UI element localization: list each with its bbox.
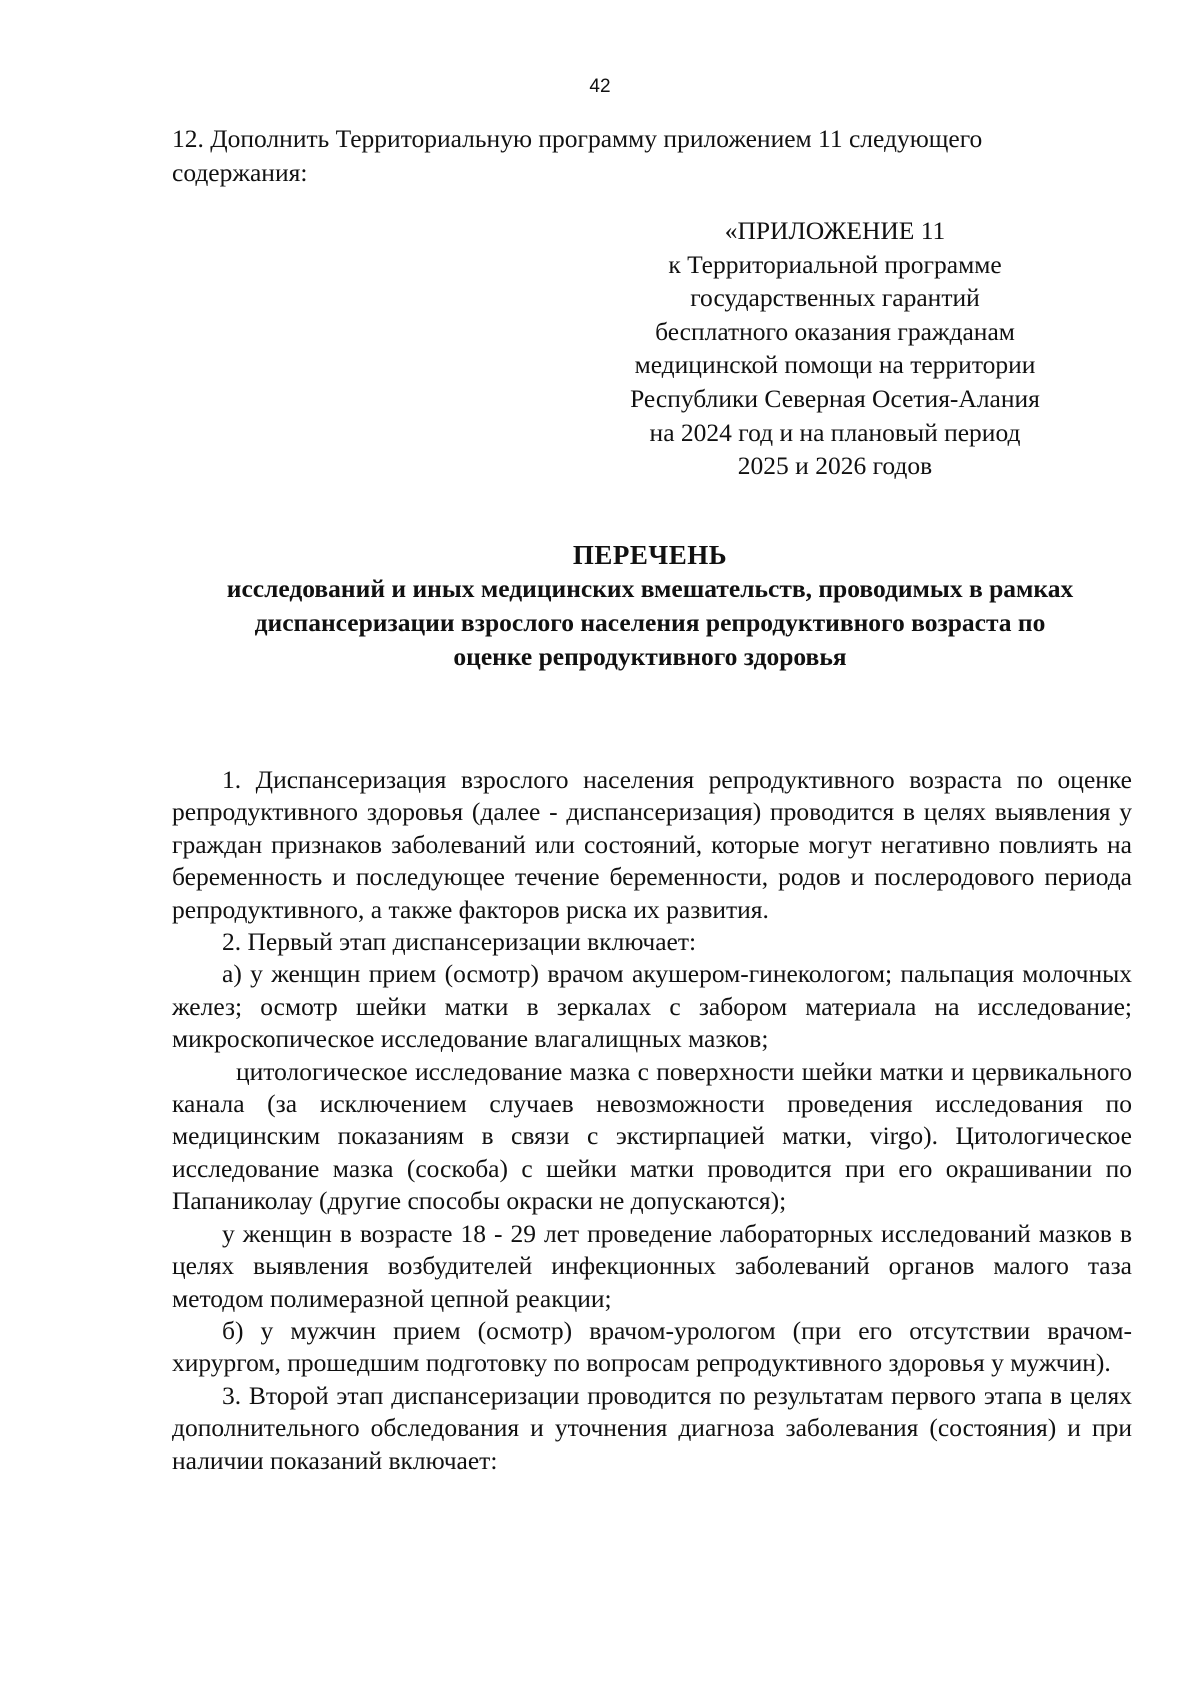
heading-title: ПЕРЕЧЕНЬ bbox=[572, 540, 728, 570]
heading-subtitle-line: исследований и иных медицинских вмешательств, проводимых в рамках bbox=[226, 574, 1074, 603]
appendix-header bbox=[555, 214, 1115, 483]
document-heading bbox=[150, 538, 1150, 674]
heading-subtitle bbox=[150, 572, 1150, 674]
intro-paragraph: 12. Дополнить Территориальную программу приложением 11 следующего содержания: bbox=[172, 124, 983, 187]
appendix-line: «ПРИЛОЖЕНИЕ 11 bbox=[724, 216, 946, 245]
paragraph-1: 1. Диспансеризация взрослого населения репродуктивного возраста по оценке репродуктивного здоровья (далее - диспансеризация) проводится в целях выявления у граждан признаков заболеваний или состояний, которые могут негативно повлиять на беременность и последующее течение беременности, родов и послеродового периода репродуктивного, а также факторов риска их развития. bbox=[172, 765, 1132, 924]
paragraph-cytology: цитологическое исследование мазка с поверхности шейки матки и цервикального канала (за исключением случаев невозможности проведения исследования по медицинским показаниям в связи с экстирпацией матки, virgo). Цитологическое исследование мазка (соскоба) с шейки матки проводится при его окрашивании по Папаниколау (другие способы окраски не допускаются); bbox=[172, 1056, 1132, 1216]
paragraph-2a: а) у женщин прием (осмотр) врачом акушером-гинекологом; пальпация молочных желез; осмотр шейки матки в зеркалах с забором материала на исследование; микроскопическое исследование влагалищных мазков; bbox=[172, 959, 1132, 1054]
appendix-line: медицинской помощи на территории bbox=[634, 350, 1036, 380]
body-text bbox=[172, 764, 1132, 1477]
heading-subtitle-line: оценке репродуктивного здоровья bbox=[453, 642, 847, 671]
appendix-line: 2025 и 2026 годов bbox=[737, 451, 933, 481]
appendix-line: государственных гарантий bbox=[690, 283, 980, 313]
paragraph-2: 2. Первый этап диспансеризации включает: bbox=[222, 927, 697, 957]
appendix-line: Республики Северная Осетия-Алания bbox=[630, 383, 1040, 413]
paragraph-women-18-29: у женщин в возрасте 18 - 29 лет проведение лабораторных исследований мазков в целях выявления возбудителей инфекционных заболеваний органов малого таза методом полимеразной цепной реакции; bbox=[172, 1218, 1132, 1313]
page-number: 42 bbox=[589, 76, 611, 97]
heading-subtitle-line: диспансеризации взрослого населения репродуктивного возраста по bbox=[254, 608, 1046, 637]
appendix-line: к Территориальной программе bbox=[668, 249, 1002, 279]
appendix-line: бесплатного оказания гражданам bbox=[655, 316, 1015, 346]
paragraph-2b: б) у мужчин прием (осмотр) врачом-урологом (при его отсутствии врачом-хирургом, прошедшим подготовку по вопросам репродуктивного здоровья у мужчин). bbox=[172, 1315, 1132, 1378]
paragraph-3: 3. Второй этап диспансеризации проводится по результатам первого этапа в целях дополнительного обследования и уточнения диагноза заболевания (состояния) и при наличии показаний включает: bbox=[172, 1380, 1132, 1475]
appendix-line: на 2024 год и на плановый период bbox=[649, 417, 1021, 447]
